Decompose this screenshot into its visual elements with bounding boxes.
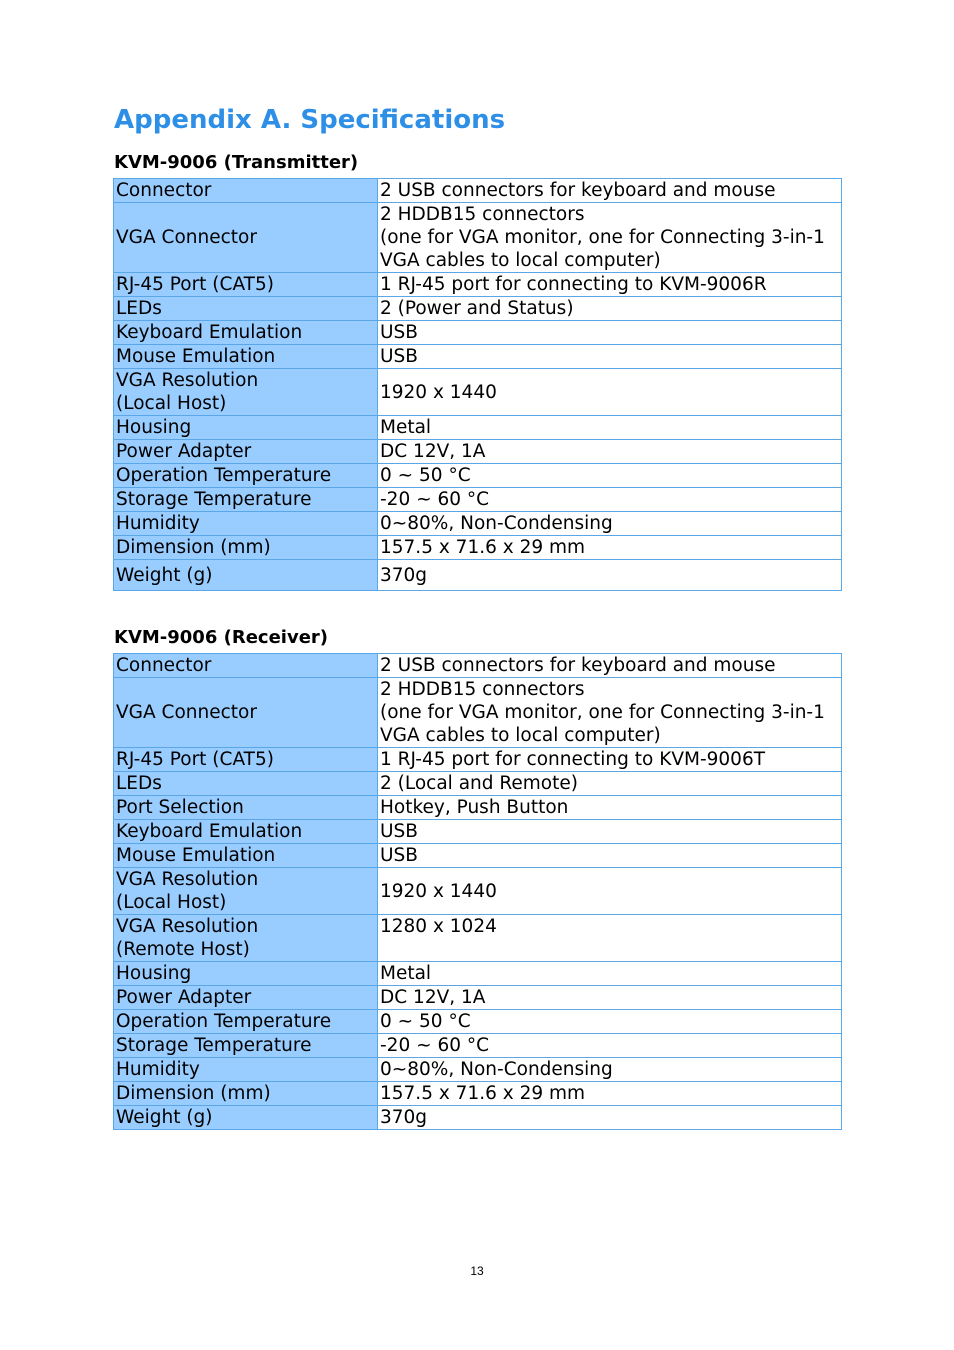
spec-label-cell [114,748,378,772]
spec-label-line: LEDs [116,773,162,794]
spec-label-line: VGA Resolution [116,916,259,937]
spec-label-line: RJ-45 Port (CAT5) [116,749,274,770]
spec-label-cell [114,772,378,796]
spec-label-line: Port Selection [116,797,244,818]
spec-label-cell [114,1058,378,1082]
spec-label-cell [114,678,378,748]
spec-label-line: Housing [116,417,192,438]
spec-label-cell [114,1106,378,1130]
spec-row [114,345,842,369]
spec-label-line: RJ-45 Port (CAT5) [116,274,274,295]
spec-row [114,820,842,844]
spec-row [114,678,842,748]
spec-label-cell [114,868,378,915]
spec-label-line: Mouse Emulation [116,845,276,866]
spec-label-line: Storage Temperature [116,489,312,510]
spec-value-line: 1 RJ-45 port for connecting to KVM-9006R [380,274,767,295]
spec-value-line: USB [380,845,418,866]
spec-label-cell [114,345,378,369]
spec-label-line: Operation Temperature [116,1011,332,1032]
spec-label-cell [114,1034,378,1058]
spec-value-cell [378,1082,842,1106]
receiver-spec-table [113,653,842,1130]
spec-label-line: Storage Temperature [116,1035,312,1056]
spec-value-line: 2 USB connectors for keyboard and mouse [380,180,776,201]
spec-value-cell [378,1010,842,1034]
spec-label-line: VGA Resolution [116,869,259,890]
spec-label-cell [114,273,378,297]
spec-value-line: 2 HDDB15 connectors [380,679,585,700]
spec-value-cell [378,416,842,440]
spec-label-cell [114,464,378,488]
spec-label-line: (Local Host) [116,892,227,913]
spec-row [114,796,842,820]
spec-value-line: Hotkey, Push Button [380,797,569,818]
spec-value-cell [378,844,842,868]
spec-row [114,416,842,440]
spec-label-cell [114,203,378,273]
spec-value-cell [378,536,842,560]
transmitter-spec-table [113,178,842,591]
spec-label-line: (Local Host) [116,393,227,414]
spec-label-cell [114,986,378,1010]
spec-value-line: USB [380,346,418,367]
spec-value-line: 2 HDDB15 connectors [380,204,585,225]
spec-label-cell [114,915,378,962]
spec-value-line: 2 (Power and Status) [380,298,574,319]
spec-row [114,1034,842,1058]
spec-value-cell [378,297,842,321]
spec-label-line: Connector [116,180,212,201]
spec-value-cell [378,179,842,203]
spec-value-cell [378,488,842,512]
spec-label-cell [114,512,378,536]
spec-value-cell [378,203,842,273]
spec-label-line: LEDs [116,298,162,319]
spec-value-line: 157.5 x 71.6 x 29 mm [380,1083,586,1104]
page-title: Appendix A. Specifications [114,105,506,135]
spec-label-line: Dimension (mm) [116,1083,271,1104]
spec-row [114,915,842,962]
spec-label-cell [114,297,378,321]
receiver-heading: KVM-9006 (Receiver) [114,627,329,648]
spec-label-line: Connector [116,655,212,676]
spec-row [114,369,842,416]
transmitter-heading: KVM-9006 (Transmitter) [114,152,359,173]
spec-value-cell [378,321,842,345]
spec-value-line: 0~80%, Non-Condensing [380,1059,613,1080]
spec-row [114,962,842,986]
spec-row [114,297,842,321]
spec-label-cell [114,440,378,464]
spec-label-cell [114,1082,378,1106]
spec-value-cell [378,345,842,369]
spec-row [114,512,842,536]
spec-value-line: USB [380,322,418,343]
spec-row [114,844,842,868]
spec-label-line: Housing [116,963,192,984]
spec-row [114,536,842,560]
spec-label-line: Keyboard Emulation [116,821,303,842]
spec-value-line: (one for VGA monitor, one for Connecting 3-in-1 [380,227,825,248]
spec-label-line: Humidity [116,1059,200,1080]
spec-value-line: 0 ~ 50 °C [380,1011,471,1032]
spec-row [114,1082,842,1106]
spec-label-line: Power Adapter [116,987,252,1008]
spec-label-line: VGA Connector [116,702,257,723]
spec-value-line: 1920 x 1440 [380,381,497,403]
spec-value-cell [378,560,842,591]
spec-row [114,321,842,345]
spec-row [114,179,842,203]
spec-value-cell [378,273,842,297]
spec-value-cell [378,820,842,844]
spec-value-cell [378,796,842,820]
spec-value-line: -20 ~ 60 °C [380,489,490,510]
spec-row [114,1106,842,1130]
spec-value-cell [378,986,842,1010]
spec-value-line: (one for VGA monitor, one for Connecting 3-in-1 [380,702,825,723]
spec-value-cell [378,654,842,678]
spec-label-cell [114,820,378,844]
spec-label-cell [114,488,378,512]
spec-row [114,464,842,488]
spec-value-line: USB [380,821,418,842]
spec-value-line: DC 12V, 1A [380,441,486,462]
spec-label-line: (Remote Host) [116,939,250,960]
spec-value-cell [378,868,842,915]
spec-row [114,654,842,678]
spec-value-line: Metal [380,963,432,984]
spec-value-cell [378,1034,842,1058]
spec-row [114,273,842,297]
spec-label-cell [114,369,378,416]
spec-label-line: VGA Connector [116,227,257,248]
spec-label-cell [114,1010,378,1034]
spec-value-cell [378,369,842,416]
spec-value-line: 157.5 x 71.6 x 29 mm [380,537,586,558]
spec-label-line: Keyboard Emulation [116,322,303,343]
spec-value-cell [378,678,842,748]
spec-label-line: Dimension (mm) [116,537,271,558]
spec-value-cell [378,915,842,962]
spec-label-cell [114,536,378,560]
spec-row [114,488,842,512]
spec-label-line: Operation Temperature [116,465,332,486]
spec-row [114,868,842,915]
spec-value-cell [378,962,842,986]
spec-value-line: 370g [380,564,428,586]
spec-value-line: 1280 x 1024 [380,916,497,937]
spec-value-line: Metal [380,417,432,438]
spec-label-cell [114,560,378,591]
spec-row [114,203,842,273]
spec-row [114,986,842,1010]
spec-row [114,440,842,464]
spec-label-line: Weight (g) [116,564,213,586]
spec-row [114,748,842,772]
spec-value-cell [378,772,842,796]
spec-row [114,1058,842,1082]
spec-label-line: Mouse Emulation [116,346,276,367]
spec-value-line: 1920 x 1440 [380,880,497,902]
page-number: 13 [470,1264,484,1278]
spec-value-cell [378,1106,842,1130]
spec-label-line: Weight (g) [116,1107,213,1128]
spec-label-cell [114,962,378,986]
spec-value-line: 0 ~ 50 °C [380,465,471,486]
spec-value-cell [378,748,842,772]
spec-value-cell [378,512,842,536]
spec-value-line: 2 (Local and Remote) [380,773,578,794]
spec-label-cell [114,844,378,868]
spec-label-cell [114,796,378,820]
spec-value-line: 2 USB connectors for keyboard and mouse [380,655,776,676]
spec-value-line: 370g [380,1107,428,1128]
spec-value-cell [378,1058,842,1082]
spec-value-line: 1 RJ-45 port for connecting to KVM-9006T [380,749,766,770]
spec-row [114,1010,842,1034]
spec-value-line: -20 ~ 60 °C [380,1035,490,1056]
spec-label-line: Power Adapter [116,441,252,462]
spec-label-cell [114,179,378,203]
spec-row [114,772,842,796]
spec-label-cell [114,416,378,440]
spec-value-line: VGA cables to local computer) [380,725,661,746]
spec-row [114,560,842,591]
spec-label-line: VGA Resolution [116,370,259,391]
spec-value-line: DC 12V, 1A [380,987,486,1008]
spec-value-line: VGA cables to local computer) [380,250,661,271]
spec-label-cell [114,654,378,678]
spec-label-cell [114,321,378,345]
spec-value-cell [378,440,842,464]
spec-value-cell [378,464,842,488]
spec-label-line: Humidity [116,513,200,534]
spec-value-line: 0~80%, Non-Condensing [380,513,613,534]
